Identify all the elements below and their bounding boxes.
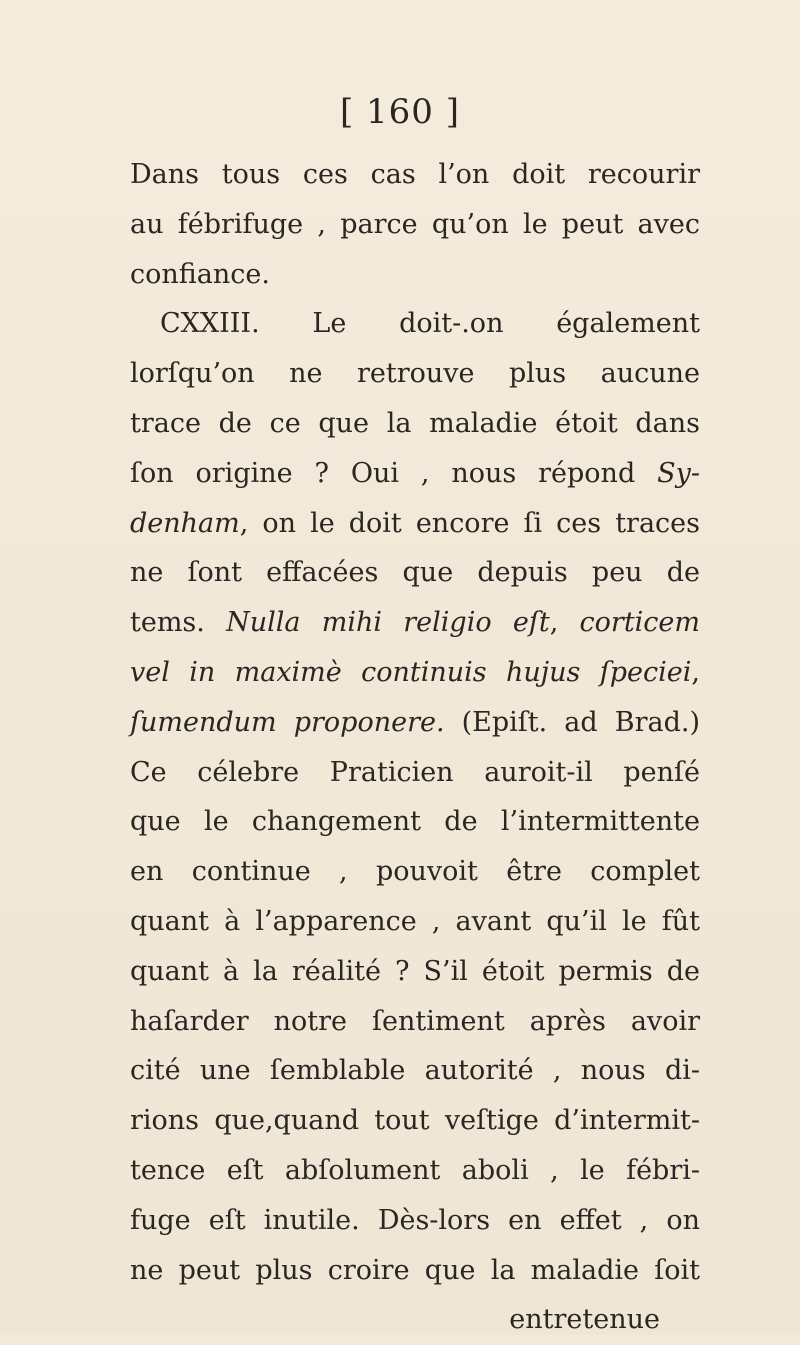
text-run: fuge eſt inutile. Dès-lors en effet , on [130,1204,700,1236]
text-run: entretenue [509,1304,660,1336]
text-run: , [691,656,700,688]
text-line [130,797,700,847]
text-line [130,548,700,598]
text-run: en continue , pouvoit être complet [130,856,700,888]
text-line [130,349,700,399]
text-line [130,1146,700,1196]
text-line [130,947,700,997]
text-line [130,399,700,449]
body-text [130,150,700,1345]
text-run: tence eſt abſolument aboli , le fébri- [130,1154,700,1186]
text-run: confiance. [130,258,270,290]
text-line [130,200,700,250]
italic-text: Sy- [657,457,700,489]
text-run: ne ſont effacées que depuis peu de [130,557,700,589]
text-run: au fébrifuge , parce qu’on le peut avec [130,208,700,240]
text-run: quant à la réalité ? S’il étoit permis de [130,955,700,987]
text-line [130,648,700,698]
text-line [130,499,700,549]
text-line [130,698,700,748]
text-run: rions que,quand tout veſtige d’intermit- [130,1105,700,1137]
text-line [130,150,700,200]
text-line [130,748,700,798]
text-line [130,1246,700,1296]
italic-text: Nulla mihi religio eſt [226,607,550,639]
text-run: CXXIII. Le doit-.on également [160,308,700,340]
text-run: ne peut plus croire que la maladie ſoit [130,1254,700,1286]
text-run: , on le doit encore ſi ces traces [239,507,700,539]
text-line [130,598,700,648]
italic-text: corticem [579,607,701,639]
text-run: quant à l’apparence , avant qu’il le fût [130,905,700,937]
italic-text: ſumendum proponere. [130,706,445,738]
text-line [130,1046,700,1096]
text-run: ſon origine ? Oui , nous répond [130,457,658,489]
italic-text: vel in maximè continuis hujus ſpeciei [130,656,692,688]
text-line [130,997,700,1047]
text-line [130,449,700,499]
text-run: trace de ce que la maladie étoit dans [130,407,700,439]
text-run: Dans tous ces cas l’on doit recourir [130,159,700,190]
text-line [130,1096,700,1146]
text-run: (Epiſt. ad Brad.) [444,706,700,738]
text-line [130,1196,700,1246]
italic-text: denham [130,507,240,539]
text-run: cité une ſemblable autorité , nous di- [130,1055,700,1087]
text-line [130,250,700,300]
text-run: Ce célebre Praticien auroit-il penſé [130,756,700,788]
text-line [130,897,700,947]
text-run: tems. [130,607,227,639]
text-run: que le changement de l’intermittente [130,806,700,838]
text-run: lorſqu’on ne retrouve plus aucune [130,358,700,390]
text-line [130,847,700,897]
text-run: , [549,607,580,639]
text-run: haſarder notre ſentiment après avoir [130,1005,700,1037]
text-line [130,1295,700,1345]
page-number-header: [ 160 ] [339,92,461,132]
text-line [130,299,700,349]
